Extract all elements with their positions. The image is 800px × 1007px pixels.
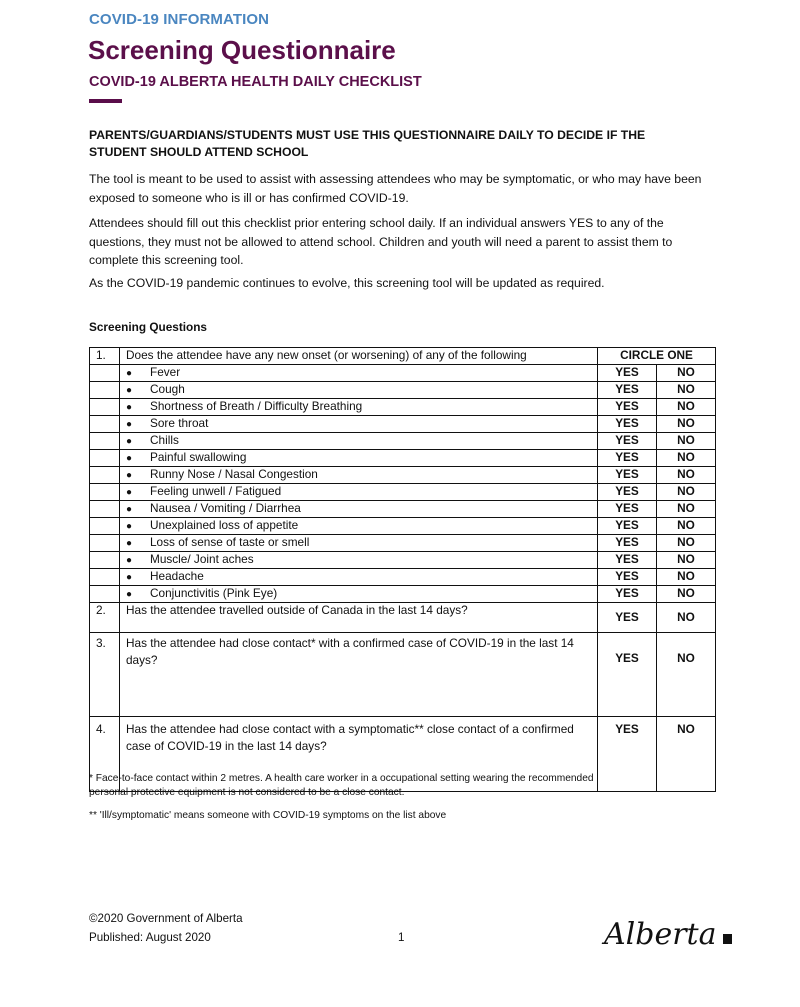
symptom-number-cell	[90, 534, 120, 551]
symptom-number-cell	[90, 585, 120, 602]
symptom-number-cell	[90, 364, 120, 381]
symptom-label: Fever	[150, 364, 181, 379]
symptom-number-cell	[90, 466, 120, 483]
svg-text:Alberta: Alberta	[604, 917, 717, 952]
copyright: ©2020 Government of Alberta	[89, 912, 243, 925]
yes-option[interactable]: YES	[598, 398, 657, 415]
bullet-icon: ●	[126, 452, 133, 464]
symptom-label: Painful swallowing	[150, 449, 247, 464]
bullet-icon: ●	[126, 469, 133, 481]
bullet-icon: ●	[126, 384, 133, 396]
no-option[interactable]: NO	[657, 585, 716, 602]
page-title: Screening Questionnaire	[88, 35, 396, 65]
symptom-label: Loss of sense of taste or smell	[150, 534, 310, 549]
bullet-icon: ●	[126, 435, 133, 447]
symptom-row	[90, 534, 716, 551]
bullet-icon: ●	[126, 367, 133, 379]
question-text: Has the attendee travelled outside of Canada in the last 14 days?	[120, 602, 598, 633]
intro-paragraph: As the COVID-19 pandemic continues to evolve, this screening tool will be updated as required.	[89, 276, 605, 290]
question-row-3	[90, 633, 716, 717]
yes-option[interactable]: YES	[598, 517, 657, 534]
symptom-label: Cough	[150, 381, 185, 396]
bullet-icon: ●	[126, 486, 133, 498]
intro-paragraph: The tool is meant to be used to assist with assessing attendees who may be symptomatic, or who may have been exposed to someone who is ill or has confirmed COVID-19.	[89, 172, 702, 205]
no-option[interactable]: NO	[657, 466, 716, 483]
no-option[interactable]: NO	[657, 381, 716, 398]
no-option[interactable]: NO	[657, 602, 716, 633]
symptom-number-cell	[90, 449, 120, 466]
symptom-number-cell	[90, 381, 120, 398]
no-option[interactable]: NO	[657, 500, 716, 517]
footnote-symptomatic: ** 'Ill/symptomatic' means someone with COVID-19 symptoms on the list above	[89, 810, 447, 821]
symptom-row	[90, 483, 716, 500]
question-row-2	[90, 602, 716, 633]
symptom-label: Runny Nose / Nasal Congestion	[150, 466, 318, 481]
symptom-label: Headache	[150, 568, 204, 583]
screening-table	[89, 347, 716, 792]
symptom-number-cell	[90, 398, 120, 415]
screening-questions-heading: Screening Questions	[89, 320, 207, 334]
yes-option[interactable]: YES	[598, 568, 657, 585]
question-number: 1.	[90, 348, 120, 365]
symptom-row	[90, 568, 716, 585]
bullet-icon: ●	[126, 588, 133, 600]
symptom-label: Sore throat	[150, 415, 209, 430]
yes-option[interactable]: YES	[598, 633, 657, 717]
symptom-label: Unexplained loss of appetite	[150, 517, 299, 532]
no-option[interactable]: NO	[657, 415, 716, 432]
symptom-row	[90, 500, 716, 517]
page-number: 1	[398, 931, 405, 944]
alberta-logo-icon	[600, 910, 740, 956]
yes-option[interactable]: YES	[598, 602, 657, 633]
no-option[interactable]: NO	[657, 432, 716, 449]
bullet-icon: ●	[126, 401, 133, 413]
symptom-row	[90, 517, 716, 534]
yes-option[interactable]: YES	[598, 717, 657, 792]
symptom-row	[90, 398, 716, 415]
symptom-number-cell	[90, 432, 120, 449]
yes-option[interactable]: YES	[598, 483, 657, 500]
circle-one-header: CIRCLE ONE	[598, 348, 716, 365]
footnote-close-contact: * Face-to-face contact within 2 metres. A health care worker in a occupational setting wearing the recommended personal protective equipment is not considered to be a close contact.	[89, 773, 594, 798]
intro-paragraph: Attendees should fill out this checklist prior entering school daily. If an individual answers YES to any of the questions, they must not be allowed to attend school. Children and youth will need a parent to assist them to complete this screening tool.	[89, 216, 673, 267]
yes-option[interactable]: YES	[598, 415, 657, 432]
no-option[interactable]: NO	[657, 534, 716, 551]
symptom-number-cell	[90, 500, 120, 517]
no-option[interactable]: NO	[657, 568, 716, 585]
accent-divider	[89, 99, 122, 103]
question-number: 3.	[90, 633, 120, 717]
no-option[interactable]: NO	[657, 364, 716, 381]
symptom-number-cell	[90, 568, 120, 585]
bullet-icon: ●	[126, 418, 133, 430]
published-date: Published: August 2020	[89, 931, 211, 944]
symptom-row	[90, 432, 716, 449]
no-option[interactable]: NO	[657, 717, 716, 792]
yes-option[interactable]: YES	[598, 364, 657, 381]
no-option[interactable]: NO	[657, 517, 716, 534]
symptom-label: Nausea / Vomiting / Diarrhea	[150, 500, 301, 515]
yes-option[interactable]: YES	[598, 449, 657, 466]
question-number: 4.	[90, 717, 120, 792]
bullet-icon: ●	[126, 503, 133, 515]
page-subtitle: COVID-19 ALBERTA HEALTH DAILY CHECKLIST	[89, 74, 422, 90]
yes-option[interactable]: YES	[598, 432, 657, 449]
no-option[interactable]: NO	[657, 398, 716, 415]
yes-option[interactable]: YES	[598, 551, 657, 568]
alberta-logo	[600, 910, 740, 956]
symptom-number-cell	[90, 415, 120, 432]
section-kicker: COVID-19 INFORMATION	[89, 11, 270, 28]
symptom-label: Muscle/ Joint aches	[150, 551, 254, 566]
symptom-label: Feeling unwell / Fatigued	[150, 483, 282, 498]
question-number: 2.	[90, 602, 120, 633]
symptom-label: Shortness of Breath / Difficulty Breathing	[150, 398, 363, 413]
symptom-row	[90, 449, 716, 466]
symptom-row	[90, 415, 716, 432]
question-text: Has the attendee had close contact* with a confirmed case of COVID-19 in the last 14 days?	[120, 633, 598, 717]
symptom-number-cell	[90, 517, 120, 534]
bullet-icon: ●	[126, 520, 133, 532]
symptom-row	[90, 364, 716, 381]
symptom-label: Conjunctivitis (Pink Eye)	[150, 585, 278, 600]
no-option[interactable]: NO	[657, 483, 716, 500]
yes-option[interactable]: YES	[598, 466, 657, 483]
yes-option[interactable]: YES	[598, 585, 657, 602]
symptom-number-cell	[90, 483, 120, 500]
no-option[interactable]: NO	[657, 633, 716, 717]
question-row-1	[90, 348, 716, 365]
no-option[interactable]: NO	[657, 551, 716, 568]
bullet-icon: ●	[126, 554, 133, 566]
bullet-icon: ●	[126, 571, 133, 583]
instruction-heading: PARENTS/GUARDIANS/STUDENTS MUST USE THIS QUESTIONNAIRE DAILY TO DECIDE IF THE STUDENT SHOULD ATTEND SCHOOL	[89, 128, 646, 159]
symptom-row	[90, 551, 716, 568]
symptom-row	[90, 381, 716, 398]
yes-option[interactable]: YES	[598, 534, 657, 551]
symptom-label: Chills	[150, 432, 179, 447]
no-option[interactable]: NO	[657, 449, 716, 466]
symptom-number-cell	[90, 551, 120, 568]
question-text: Has the attendee had close contact with a symptomatic** close contact of a confirmed case of COVID-19 in the last 14 days?	[120, 717, 598, 792]
question-text: Does the attendee have any new onset (or worsening) of any of the following	[120, 348, 598, 365]
yes-option[interactable]: YES	[598, 381, 657, 398]
yes-option[interactable]: YES	[598, 500, 657, 517]
symptom-row	[90, 585, 716, 602]
symptom-row	[90, 466, 716, 483]
bullet-icon: ●	[126, 537, 133, 549]
